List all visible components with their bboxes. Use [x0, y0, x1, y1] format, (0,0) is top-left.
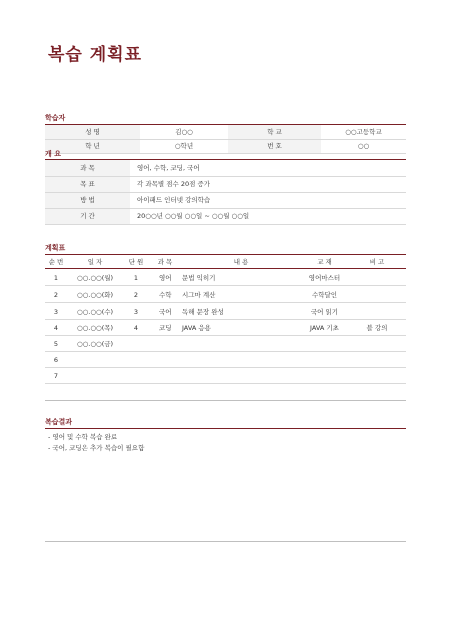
overview-label: 과 목: [80, 164, 95, 172]
row-book: 영어마스터: [308, 274, 341, 282]
col-header-subject: 과 목: [157, 258, 173, 266]
page-title: 복습 계획표: [48, 45, 143, 65]
row-no: 6: [53, 356, 59, 364]
row-book: 수학달인: [311, 291, 338, 299]
overview-label: 기 간: [80, 212, 95, 220]
row-no: 3: [53, 308, 59, 316]
overview-label: 목 표: [80, 180, 95, 188]
result-line: - 국어, 코딩은 추가 복습이 필요함: [48, 444, 145, 452]
overview-label: 방 법: [80, 196, 95, 204]
col-header-content: 내 용: [233, 258, 249, 266]
col-header-unit: 단 원: [128, 258, 144, 266]
row-note: 블 강의: [366, 324, 388, 332]
row-unit: 1: [133, 274, 139, 282]
col-header-book: 교 재: [317, 258, 332, 266]
name-value: 김○○: [175, 128, 193, 136]
overview-section-heading: 개 요: [45, 150, 61, 158]
number-label: 번 호: [267, 142, 282, 150]
row-subject: 수학: [159, 291, 172, 299]
row-content: JAVA 응용: [182, 324, 211, 332]
row-date: ○○.○○(금): [76, 340, 114, 348]
name-label: 성 명: [85, 128, 100, 136]
row-no: 4: [53, 324, 59, 332]
overview-value: 아이패드 인터넷 강의학습: [137, 196, 211, 204]
row-no: 5: [53, 340, 59, 348]
row-date: ○○.○○(수): [76, 308, 114, 316]
row-content: 시그마 계산: [182, 291, 216, 299]
overview-value: 영어, 수학, 코딩, 국어: [137, 164, 200, 172]
row-date: ○○.○○(목): [76, 324, 114, 332]
row-content: 독해 문장 완성: [182, 308, 224, 316]
col-header-no: 순 번: [48, 258, 64, 266]
row-unit: 2: [133, 291, 139, 299]
row-date: ○○.○○(월): [76, 274, 114, 282]
number-value: ○○: [357, 142, 370, 150]
row-unit: 4: [133, 324, 139, 332]
row-book: JAVA 기초: [310, 324, 339, 332]
row-no: 2: [53, 291, 59, 299]
row-no: 1: [53, 274, 59, 282]
row-subject: 코딩: [159, 324, 172, 332]
row-no: 7: [53, 372, 59, 380]
result-section-heading: 복습결과: [45, 418, 73, 426]
col-header-note: 비 고: [369, 258, 385, 266]
school-label: 학 교: [267, 128, 282, 136]
plan-top-rule: [45, 254, 406, 255]
result-top-rule: [45, 428, 406, 429]
student-section-heading: 학습자: [45, 114, 66, 122]
overview-value: 각 과목별 점수 20점 증가: [137, 180, 211, 188]
row-subject: 영어: [159, 274, 172, 282]
col-header-date: 일 자: [87, 258, 103, 266]
overview-value: 20○○년 ○○월 ○○일 ~ ○○월 ○○일: [137, 212, 250, 220]
grade-label: 학 년: [85, 142, 100, 150]
row-date: ○○.○○(화): [76, 291, 114, 299]
grade-value: ○학년: [174, 142, 194, 150]
row-unit: 3: [133, 308, 139, 316]
result-bottom-rule: [45, 541, 406, 542]
row-book: 국어 읽기: [310, 308, 339, 316]
row-subject: 국어: [159, 308, 172, 316]
plan-section-heading: 계획표: [45, 244, 66, 252]
row-content: 문법 익히기: [182, 274, 216, 282]
school-value: ○○고등학교: [345, 128, 382, 136]
result-line: - 영어 및 수학 복습 완료: [48, 433, 118, 441]
